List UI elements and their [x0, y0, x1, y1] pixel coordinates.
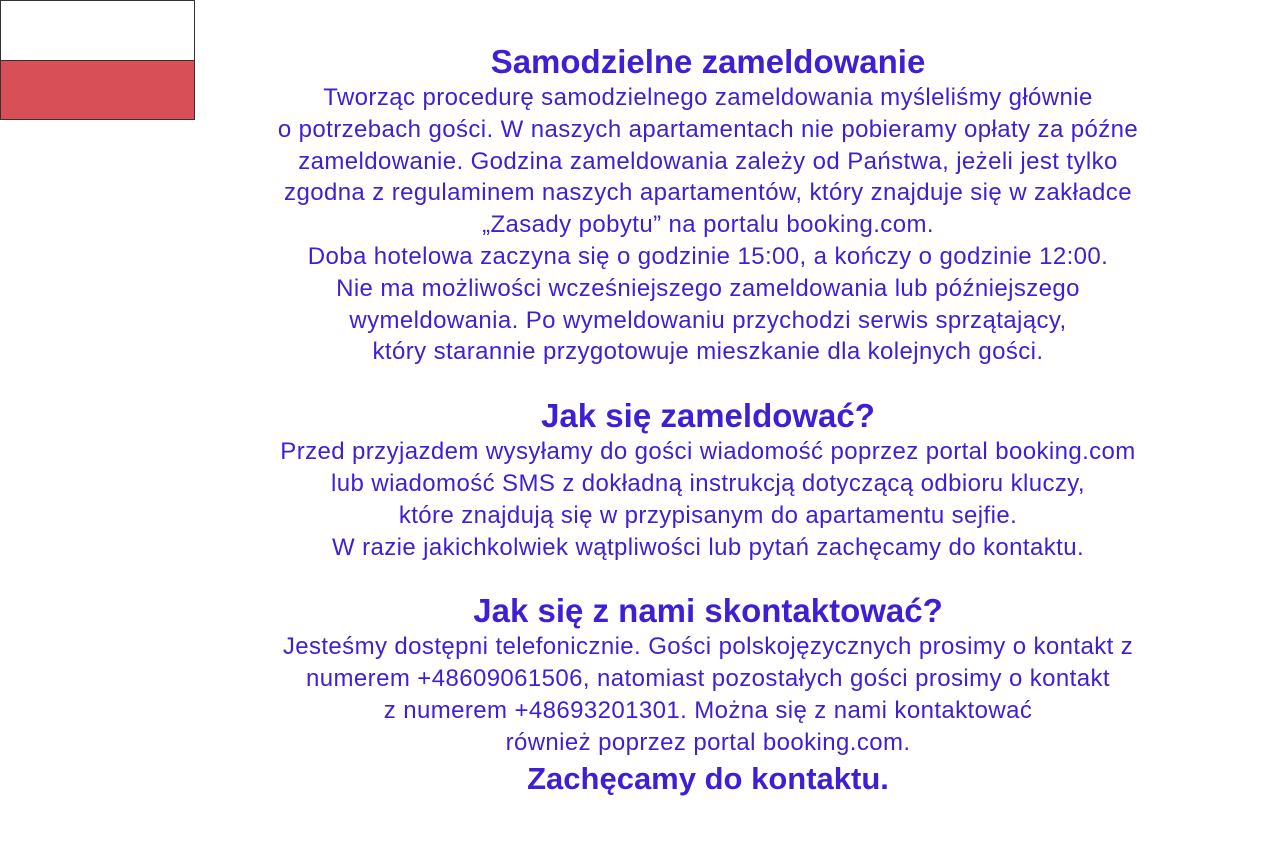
paragraph-line: numerem +48609061506, natomiast pozostałych gości prosimy o kontakt [306, 665, 1110, 693]
section-contact [178, 591, 1238, 798]
paragraph-line: W razie jakichkolwiek wątpliwości lub pytań zachęcamy do kontaktu. [331, 533, 1085, 561]
poland-flag-icon [0, 0, 195, 120]
section-spacer [178, 368, 1238, 396]
paragraph-line: który starannie przygotowuje mieszkanie dla kolejnych gości. [372, 338, 1044, 366]
closing-text: Zachęcamy do kontaktu. [527, 760, 889, 796]
paragraph-line: również poprzez portal booking.com. [505, 728, 911, 756]
paragraph-line: Doba hotelowa zaczyna się o godzinie 15:00, a kończy o godzinie 12:00. [307, 242, 1109, 270]
paragraph-line: Nie ma możliwości wcześniejszego zameldowania lub późniejszego [336, 274, 1080, 302]
paragraph-line: Przed przyjazdem wysyłamy do gości wiadomość poprzez portal booking.com [280, 438, 1136, 466]
section-spacer [178, 563, 1238, 591]
section-title: Samodzielne zameldowanie [490, 43, 926, 80]
section-how-to-checkin [178, 396, 1238, 563]
paragraph-line: o potrzebach gości. W naszych apartamentach nie pobieramy opłaty za późne [277, 115, 1139, 143]
paragraph-line: z numerem +48693201301. Można się z nami kontaktować [383, 696, 1033, 724]
paragraph-line: wymeldowania. Po wymeldowaniu przychodzi serwis sprzątający, [349, 306, 1067, 334]
section-title: Jak się z nami skontaktować? [473, 592, 943, 630]
paragraph-line: które znajdują się w przypisanym do apartamentu sejfie. [398, 501, 1018, 529]
paragraph-line: „Zasady pobytu” na portalu booking.com. [482, 211, 934, 239]
info-document [178, 42, 1238, 799]
paragraph-line: zgodna z regulaminem naszych apartamentów, który znajduje się w zakładce [284, 179, 1132, 207]
paragraph-line: zameldowanie. Godzina zameldowania zależy od Państwa, jeżeli jest tylko [298, 147, 1118, 175]
paragraph-line: Jesteśmy dostępni telefonicznie. Gości polskojęzycznych prosimy o kontakt z [282, 633, 1134, 661]
paragraph-line: Tworząc procedurę samodzielnego zameldowania myśleliśmy głównie [323, 84, 1093, 111]
section-self-checkin [178, 42, 1238, 368]
section-title: Jak się zameldować? [541, 397, 875, 435]
flag-red-stripe [1, 60, 194, 119]
paragraph-line: lub wiadomość SMS z dokładną instrukcją dotyczącą odbioru kluczy, [331, 469, 1085, 497]
flag-white-stripe [1, 1, 194, 60]
